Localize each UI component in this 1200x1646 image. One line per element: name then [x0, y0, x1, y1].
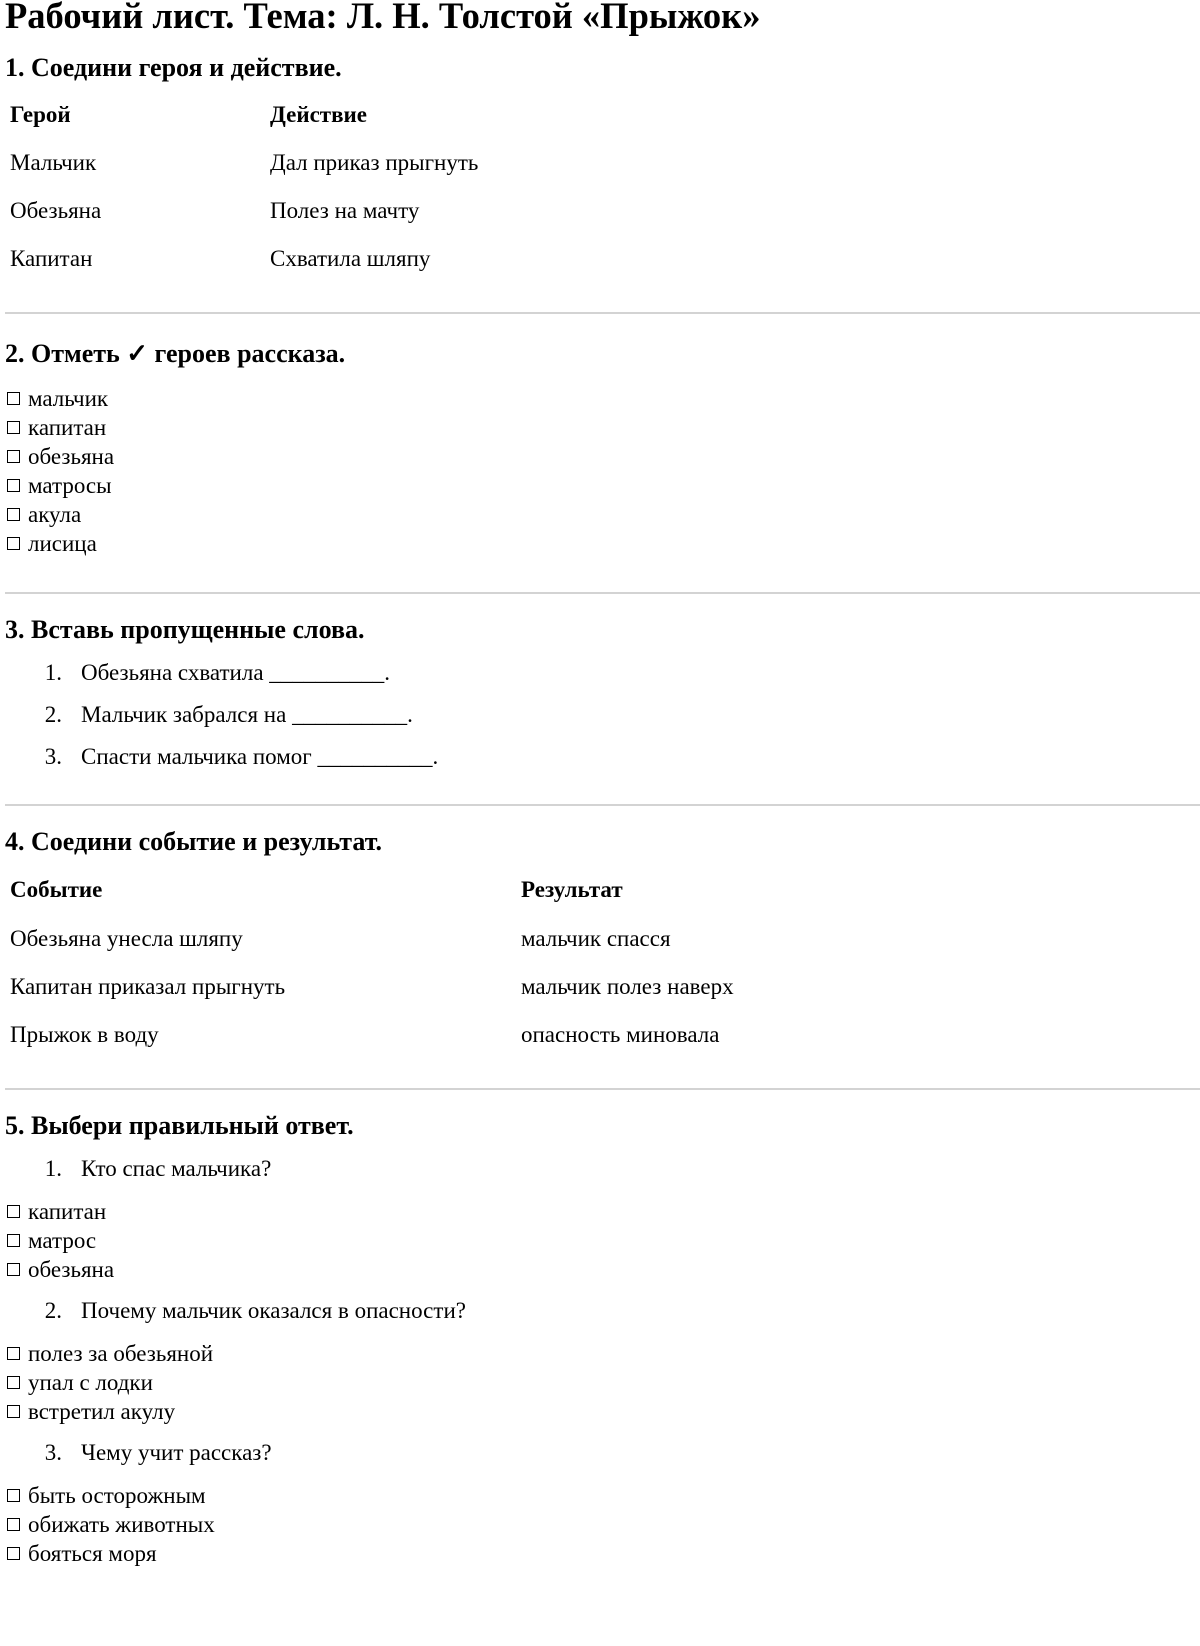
- task5-question-2-number: 2.: [44, 1298, 62, 1323]
- task4-col-event: Событие: [10, 877, 103, 902]
- task5-question-3: Чему учит рассказ?: [81, 1440, 272, 1465]
- task2-option-5[interactable]: акула: [7, 501, 81, 529]
- task4-col-result: Результат: [521, 877, 623, 902]
- task2-option-6[interactable]: лисица: [7, 530, 97, 558]
- task3-item-1-number: 1.: [44, 660, 62, 685]
- task5-question-3-number: 3.: [44, 1440, 62, 1465]
- task1-col-hero: Герой: [10, 102, 71, 127]
- task5-q3-option-3[interactable]: бояться моря: [7, 1540, 157, 1568]
- checkbox-icon[interactable]: [7, 1376, 20, 1389]
- checkbox-icon[interactable]: [7, 1234, 20, 1247]
- task3-item-2-number: 2.: [44, 702, 62, 727]
- task5-q3-option-2[interactable]: обижать животных: [7, 1511, 215, 1539]
- section-divider: [5, 1088, 1200, 1090]
- checkbox-icon[interactable]: [7, 392, 20, 405]
- task3-heading: 3. Вставь пропущенные слова.: [5, 615, 365, 644]
- task2-heading: 2. Отметь ✓ героев рассказа.: [5, 339, 346, 368]
- task3-item-2: Мальчик забрался на __________.: [81, 702, 413, 727]
- task1-hero-3: Капитан: [10, 246, 93, 271]
- checkbox-icon[interactable]: [7, 421, 20, 434]
- task4-heading: 4. Соедини событие и результат.: [5, 827, 383, 856]
- checkbox-icon[interactable]: [7, 1263, 20, 1276]
- task4-result-3: опасность миновала: [521, 1022, 720, 1047]
- checkbox-icon[interactable]: [7, 1347, 20, 1360]
- task5-question-1-number: 1.: [44, 1156, 62, 1181]
- task3-item-1: Обезьяна схватила __________.: [81, 660, 391, 685]
- task4-event-1: Обезьяна унесла шляпу: [10, 926, 243, 951]
- section-divider: [5, 312, 1200, 314]
- task4-result-2: мальчик полез наверх: [521, 974, 734, 999]
- task5-question-1: Кто спас мальчика?: [81, 1156, 272, 1181]
- task2-option-2[interactable]: капитан: [7, 414, 106, 442]
- section-divider: [5, 592, 1200, 594]
- task3-item-3-number: 3.: [44, 744, 62, 769]
- checkbox-icon[interactable]: [7, 479, 20, 492]
- task5-question-2: Почему мальчик оказался в опасности?: [81, 1298, 466, 1323]
- task1-hero-2: Обезьяна: [10, 198, 102, 223]
- task5-q3-option-1[interactable]: быть осторожным: [7, 1482, 206, 1510]
- task5-heading: 5. Выбери правильный ответ.: [5, 1111, 354, 1140]
- task5-q2-option-1[interactable]: полез за обезьяной: [7, 1340, 213, 1368]
- task4-result-1: мальчик спасся: [521, 926, 671, 951]
- checkbox-icon[interactable]: [7, 1405, 20, 1418]
- checkbox-icon[interactable]: [7, 508, 20, 521]
- task5-q1-option-3[interactable]: обезьяна: [7, 1256, 114, 1284]
- checkbox-icon[interactable]: [7, 537, 20, 550]
- task1-col-action: Действие: [270, 102, 367, 127]
- page-title: Рабочий лист. Тема: Л. Н. Толстой «Прыжок»: [5, 0, 761, 36]
- task5-q2-option-3[interactable]: встретил акулу: [7, 1398, 175, 1426]
- task4-event-2: Капитан приказал прыгнуть: [10, 974, 286, 999]
- task1-heading: 1. Соедини героя и действие.: [5, 53, 342, 82]
- task5-q1-option-2[interactable]: матрос: [7, 1227, 96, 1255]
- checkbox-icon[interactable]: [7, 1489, 20, 1502]
- task1-hero-1: Мальчик: [10, 150, 97, 175]
- task5-q1-option-1[interactable]: капитан: [7, 1198, 106, 1226]
- checkbox-icon[interactable]: [7, 1205, 20, 1218]
- task2-option-4[interactable]: матросы: [7, 472, 112, 500]
- checkbox-icon[interactable]: [7, 450, 20, 463]
- checkbox-icon[interactable]: [7, 1547, 20, 1560]
- task5-q2-option-2[interactable]: упал с лодки: [7, 1369, 153, 1397]
- task2-option-3[interactable]: обезьяна: [7, 443, 114, 471]
- task1-action-1: Дал приказ прыгнуть: [270, 150, 479, 175]
- section-divider: [5, 804, 1200, 806]
- task1-action-2: Полез на мачту: [270, 198, 420, 223]
- task4-event-3: Прыжок в воду: [10, 1022, 159, 1047]
- task2-option-1[interactable]: мальчик: [7, 385, 108, 413]
- task3-item-3: Спасти мальчика помог __________.: [81, 744, 439, 769]
- task1-action-3: Схватила шляпу: [270, 246, 431, 271]
- checkbox-icon[interactable]: [7, 1518, 20, 1531]
